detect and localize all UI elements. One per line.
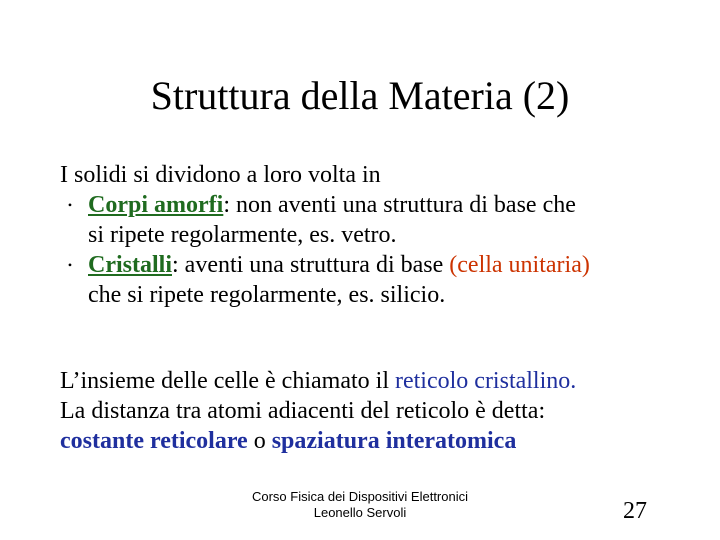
footer-author: Leonello Servoli [313, 505, 407, 520]
slide-body [60, 160, 700, 310]
bullet-item-amorphous [60, 190, 700, 250]
highlight-reticolo-cristallino: reticolo cristallino. [394, 368, 577, 394]
paragraph-text: L’insieme delle celle è chiamato il [60, 368, 395, 394]
bullet-line [88, 190, 700, 220]
bullet-text: : aventi una struttura di base [172, 252, 450, 278]
paragraph-line-2: La distanza tra atomi adiacenti del reticolo è detta: [60, 398, 546, 424]
bullet-icon: • [67, 198, 73, 212]
bullet-icon: • [67, 258, 73, 272]
term-corpi-amorfi: Corpi amorfi [88, 192, 224, 218]
slide-footer [220, 489, 500, 521]
bullet-line [88, 250, 700, 280]
paragraph-line-3 [60, 426, 710, 456]
term-spaziatura-interatomica: spaziatura interatomica [271, 428, 517, 454]
lattice-paragraph [60, 366, 710, 456]
footer-course: Corso Fisica dei Dispositivi Elettronici [251, 489, 468, 504]
paragraph-connector: o [247, 428, 272, 454]
term-cristalli: Cristalli [88, 252, 172, 278]
paragraph-line-1 [60, 366, 710, 396]
intro-line: I solidi si dividono a loro volta in [60, 162, 381, 188]
highlight-cella-unitaria: (cella unitaria) [449, 252, 590, 278]
bullet-line-continuation: che si ripete regolarmente, es. silicio. [88, 282, 446, 308]
term-costante-reticolare: costante reticolare [60, 428, 248, 454]
bullet-item-crystals [60, 250, 700, 310]
bullet-line-continuation: si ripete regolarmente, es. vetro. [88, 222, 397, 248]
bullet-text: : non aventi una struttura di base che [223, 192, 576, 218]
page-number: 27 [623, 498, 647, 524]
slide-title: Struttura della Materia (2) [150, 73, 570, 118]
